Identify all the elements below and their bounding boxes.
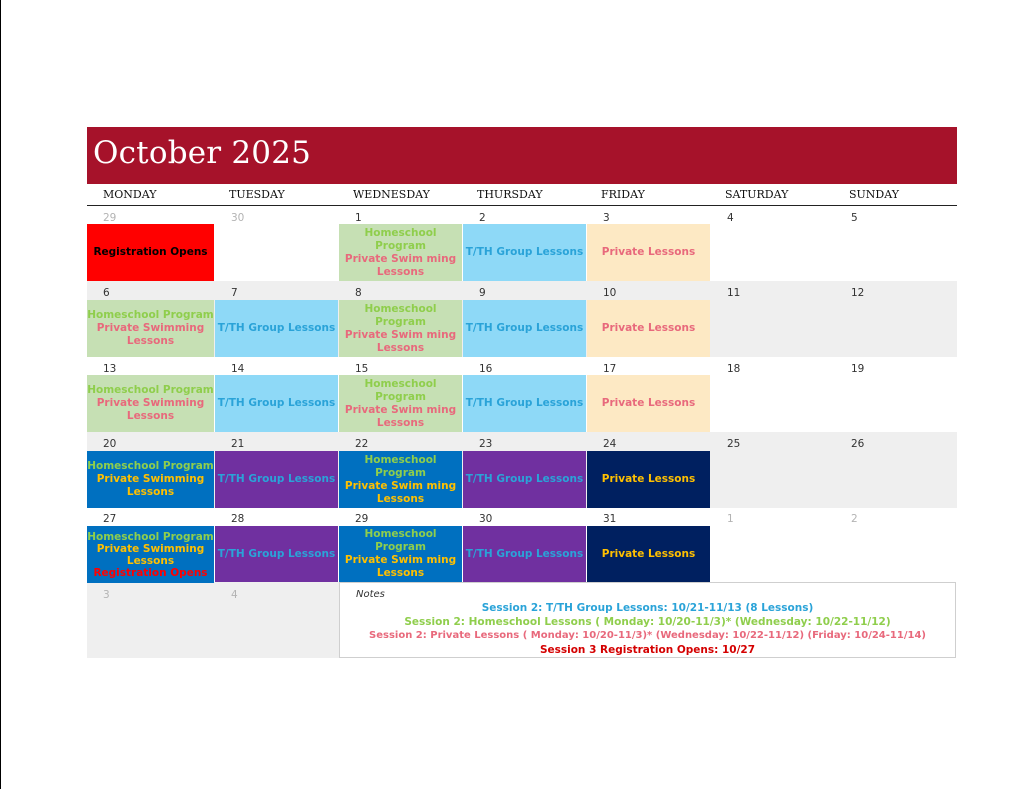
event-homeschool [339, 224, 462, 281]
event-label: Homeschool Program [87, 460, 214, 472]
event-label: Private Swim ming [344, 403, 457, 416]
event-label: Lessons [376, 265, 425, 278]
note-line-private: Session 2: Private Lessons ( Monday: 10/20-11/3)* (Wednesday: 10/22-11/12) (Friday: 10/24-11/14) [369, 630, 926, 641]
event-label: Program [375, 315, 426, 328]
weekday-tuesday: TUESDAY [229, 188, 285, 201]
event-group-lessons [463, 451, 586, 508]
event-group-lessons [215, 526, 338, 582]
event-label: Private Lessons [601, 397, 696, 409]
day-number: 19 [851, 363, 865, 375]
event-label: Lessons [376, 341, 425, 354]
page-edge [0, 0, 1, 789]
event-label: Lessons [376, 567, 425, 579]
day-number: 30 [479, 513, 493, 525]
day-number: 13 [103, 363, 117, 375]
event-label: T/TH Group Lessons [217, 397, 336, 409]
event-label: Homeschool Program [87, 309, 214, 321]
event-label: Private Swim ming [344, 252, 457, 265]
event-label: T/TH Group Lessons [465, 397, 584, 409]
weekday-wednesday: WEDNESDAY [353, 188, 430, 201]
event-label: Private Swimming [96, 473, 205, 485]
day-number: 1 [355, 212, 362, 224]
day-number: 29 [103, 212, 117, 224]
event-label: Private Lessons [601, 473, 696, 485]
event-label: Program [375, 541, 426, 553]
month-title-bar [87, 127, 957, 184]
event-label: Lessons [126, 554, 175, 567]
day-number: 2 [851, 513, 858, 525]
event-label: Program [375, 239, 426, 252]
event-homeschool [87, 375, 214, 432]
event-label: T/TH Group Lessons [217, 322, 336, 334]
event-label: T/TH Group Lessons [465, 322, 584, 334]
month-title: October 2025 [93, 135, 312, 171]
event-group-lessons [463, 375, 586, 432]
event-label: Private Swim ming [344, 328, 457, 341]
day-number: 20 [103, 438, 117, 450]
event-label: Program [375, 466, 426, 479]
weekday-saturday: SATURDAY [725, 188, 789, 201]
event-label: Lessons [376, 492, 425, 505]
day-number: 11 [727, 287, 741, 299]
day-number: 25 [727, 438, 741, 450]
weekday-friday: FRIDAY [601, 188, 645, 201]
day-number: 30 [231, 212, 245, 224]
day-number: 3 [603, 212, 610, 224]
event-label: Lessons [126, 486, 175, 498]
day-number: 28 [231, 513, 245, 525]
event-label: T/TH Group Lessons [217, 547, 336, 560]
event-label: Private Lessons [601, 246, 696, 258]
day-number: 26 [851, 438, 865, 450]
day-number: 7 [231, 287, 238, 299]
event-label: Lessons [376, 416, 425, 429]
day-number: 4 [231, 589, 238, 601]
event-label: Homeschool [364, 377, 437, 390]
event-label: Homeschool [364, 528, 437, 540]
event-group-lessons [215, 375, 338, 432]
notes-box [339, 582, 956, 658]
event-homeschool [339, 300, 462, 357]
event-private-lessons [587, 224, 710, 281]
event-label: Private Lessons [601, 547, 696, 560]
day-number: 4 [727, 212, 734, 224]
event-private-lessons [587, 375, 710, 432]
weekday-sunday: SUNDAY [849, 188, 900, 201]
event-label: Program [375, 390, 426, 403]
event-label: Registration Opens [93, 566, 208, 579]
day-number: 21 [231, 438, 245, 450]
day-number: 6 [103, 287, 110, 299]
day-number: 14 [231, 363, 245, 375]
event-label: Private Lessons [601, 322, 696, 334]
event-label: Private Swimming [96, 542, 205, 555]
day-number: 18 [727, 363, 741, 375]
event-group-lessons [215, 451, 338, 508]
day-number: 31 [603, 513, 617, 525]
event-private-lessons [587, 300, 710, 357]
day-number: 5 [851, 212, 858, 224]
event-homeschool [339, 451, 462, 508]
day-number: 23 [479, 438, 493, 450]
event-label: Private Swimming [96, 322, 205, 334]
day-number: 27 [103, 513, 117, 525]
event-label: T/TH Group Lessons [465, 473, 584, 485]
event-label: Homeschool [364, 226, 437, 239]
weekday-monday: MONDAY [103, 188, 157, 201]
event-label: Lessons [126, 335, 175, 347]
event-homeschool [339, 375, 462, 432]
event-group-lessons [463, 300, 586, 357]
event-homeschool [87, 300, 214, 357]
note-line-homeschool: Session 2: Homeschool Lessons ( Monday: 10/20-11/3)* (Wednesday: 10/22-11/12) [404, 616, 891, 628]
event-label: T/TH Group Lessons [465, 547, 584, 560]
day-number: 2 [479, 212, 486, 224]
event-private-lessons [587, 526, 710, 582]
event-label: T/TH Group Lessons [217, 473, 336, 485]
event-label: Homeschool Program [87, 384, 214, 396]
event-label: Private Swim ming [344, 479, 457, 492]
event-label: Homeschool [364, 302, 437, 315]
day-number: 1 [727, 513, 734, 525]
event-homeschool [339, 526, 462, 582]
day-number: 9 [479, 287, 486, 299]
event-homeschool [87, 451, 214, 508]
day-number: 3 [103, 589, 110, 601]
day-number: 15 [355, 363, 369, 375]
weekday-thursday: THURSDAY [477, 188, 543, 201]
day-number: 29 [355, 513, 369, 525]
day-number: 24 [603, 438, 617, 450]
event-private-lessons [587, 451, 710, 508]
day-number: 17 [603, 363, 617, 375]
event-label: Homeschool [364, 453, 437, 466]
event-group-lessons [463, 526, 586, 582]
day-number: 16 [479, 363, 493, 375]
event-label: Homeschool Program [87, 530, 214, 543]
event-group-lessons [215, 300, 338, 357]
event-label: Registration Opens [93, 246, 208, 258]
day-number: 22 [355, 438, 369, 450]
event-label: T/TH Group Lessons [465, 246, 584, 258]
event-homeschool [87, 526, 214, 583]
notes-label: Notes [356, 589, 385, 600]
day-number: 8 [355, 287, 362, 299]
note-line-group: Session 2: T/TH Group Lessons: 10/21-11/13 (8 Lessons) [481, 602, 814, 614]
event-label: Private Swimming [96, 397, 205, 409]
event-label: Lessons [126, 410, 175, 422]
event-registration [87, 224, 214, 281]
note-line-registration: Session 3 Registration Opens: 10/27 [539, 644, 756, 656]
weekday-header [87, 184, 957, 206]
event-group-lessons [463, 224, 586, 281]
event-label: Private Swim ming [344, 554, 457, 566]
day-number: 12 [851, 287, 865, 299]
day-number: 10 [603, 287, 617, 299]
week-row-shade [87, 582, 339, 658]
